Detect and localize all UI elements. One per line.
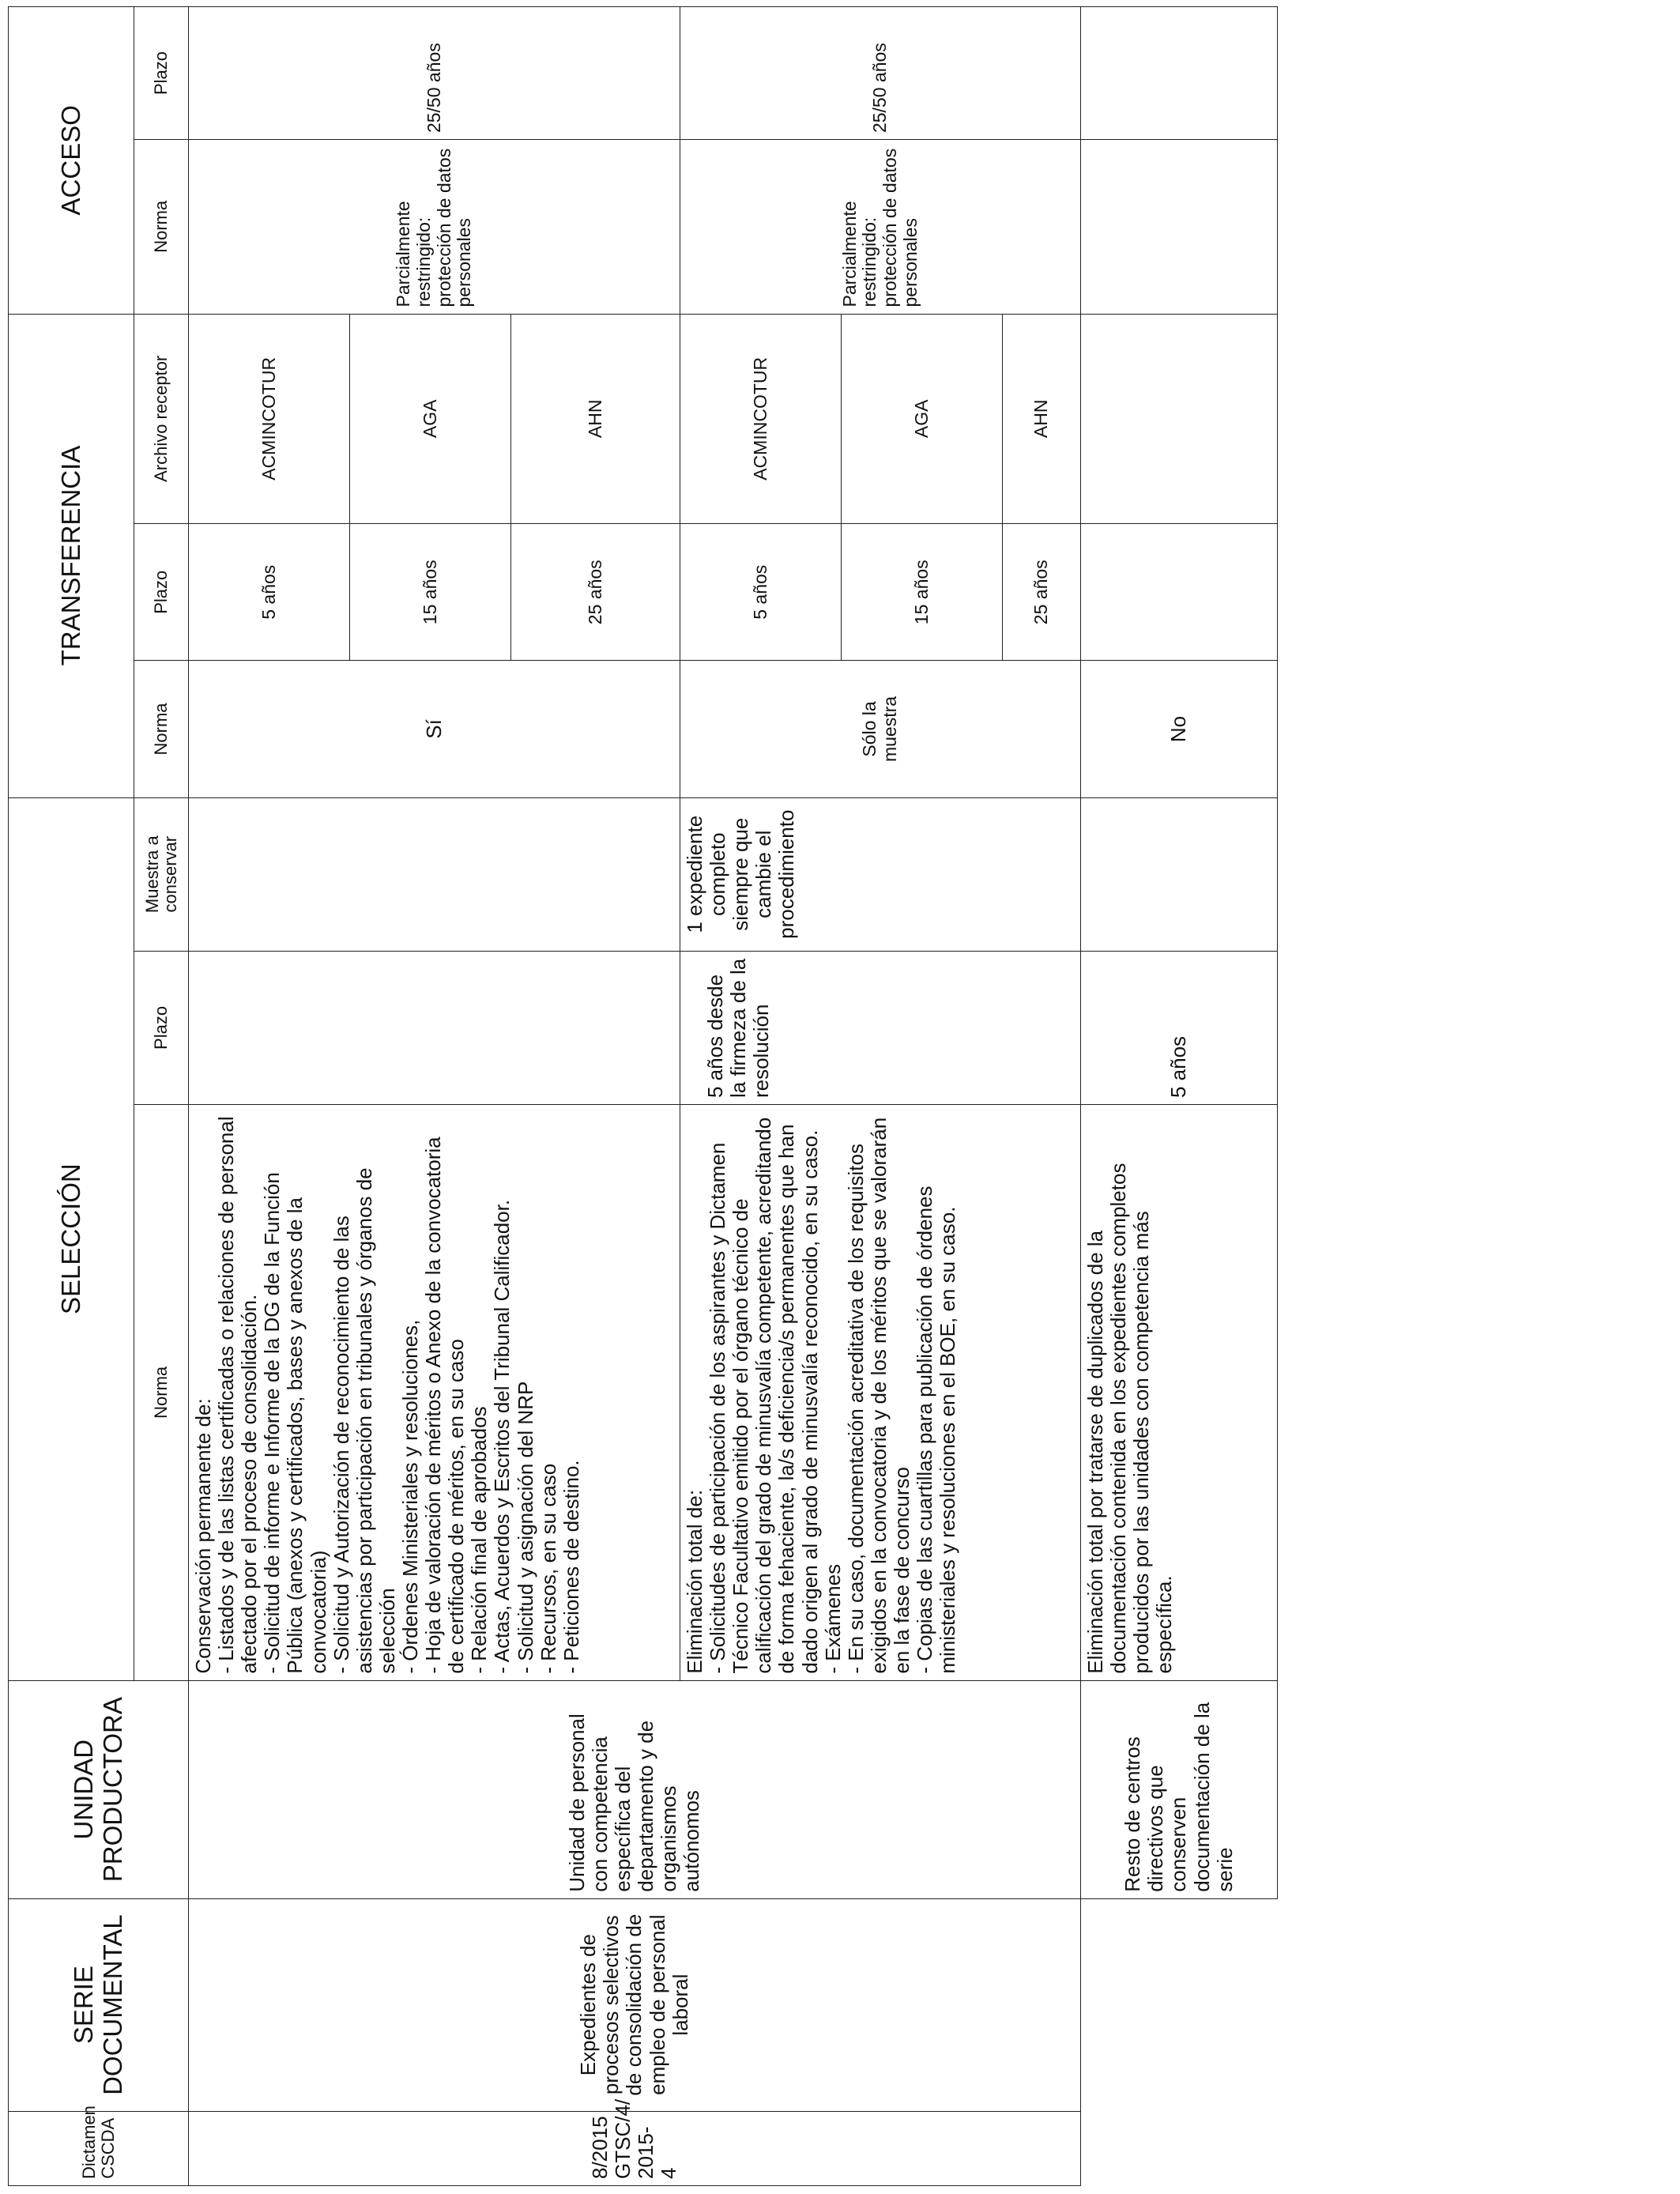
- unidad-productora-cell: Unidad de personal con competencia específica del departamento y de organismos autónomos: [189, 1680, 1081, 1898]
- header-acceso: ACCESO: [9, 7, 134, 315]
- table-row: [189, 7, 350, 2186]
- table-row: [1081, 7, 1278, 2186]
- seleccion-plazo-cell: 5 años desde la firmeza de la resolución: [680, 951, 1081, 1104]
- muestra-cell: [189, 797, 680, 951]
- seleccion-plazo-cell: 5 años: [1081, 951, 1278, 1104]
- muestra-cell: 1 expediente completo siempre que cambie el procedimiento: [680, 797, 1081, 951]
- acceso-plazo-cell: [1081, 7, 1278, 140]
- archivo-receptor-cell: AGA: [350, 314, 511, 524]
- seleccion-norma-cell: Eliminación total de: - Solicitudes de participación de los aspirantes y Dictamen Técnico Facultativo emitido por el órgano técnico de calificación del grado de minusvalía competente, acreditando de forma fehaciente, la/s deficiencia/s permanentes que han dado origen al grado de minusvalía reconocido, en su caso. - Exámenes - En su caso, documentación acreditativa de los requisitos exigidos en la convocatoria y de los méritos que se valorarán en la fase de concurso - Copias de las cuartillas para publicación de órdenes ministeriales y resoluciones en el BOE, en su caso.: [680, 1105, 1081, 1681]
- transferencia-norma-cell: Sólo la muestra: [680, 661, 1081, 797]
- dictamen-cell-empty: [1081, 2111, 1278, 2185]
- seleccion-norma-cell: Eliminación total por tratarse de duplicados de la documentación contenida en los expedientes completos producidos por las unidades con competencia más específica.: [1081, 1105, 1278, 1681]
- acceso-norma-cell: Parcialmente restringido: protección de datos personales: [189, 140, 680, 314]
- header-transferencia: TRANSFERENCIA: [9, 314, 134, 797]
- header-transferencia-plazo: Plazo: [134, 524, 189, 661]
- acceso-plazo-cell: 25/50 años: [189, 7, 680, 140]
- header-seleccion-norma: Norma: [134, 1105, 189, 1681]
- serie-documental-cell: Expedientes de procesos selectivos de consolidación de empleo de personal laboral: [189, 1898, 1081, 2111]
- archivo-receptor-cell: AGA: [842, 314, 1003, 524]
- archivo-receptor-cell: AHN: [1003, 314, 1081, 524]
- seleccion-plazo-cell: [189, 951, 680, 1104]
- transferencia-plazo-cell: 5 años: [189, 524, 350, 661]
- header-seleccion-plazo: Plazo: [134, 951, 189, 1104]
- dictamen-cell: 8/2015 GTSC/4/ 2015-4: [189, 2111, 1081, 2185]
- transferencia-plazo-cell: 25 años: [1003, 524, 1081, 661]
- retention-table: [8, 6, 1278, 2186]
- seleccion-norma-cell: Conservación permanente de: - Listados y de las listas certificadas o relaciones de personal afectado por el proceso de consolidación. - Solicitud de informe e Informe de la DG de la Función Pública (anexos y certificados, bases y anexos de la convocatoria) - Solicitud y Autorización de reconocimiento de las asistencias por participación en tribunales y órganos de selección - Órdenes Ministeriales y resoluciones, - Hoja de valoración de méritos o Anexo de la convocatoria de certificado de méritos, en su caso - Relación final de aprobados - Actas, Acuerdos y Escritos del Tribunal Calificador. - Solicitud y asignación del NRP - Recursos, en su caso - Peticiones de destino.: [189, 1105, 680, 1681]
- transferencia-plazo-cell: 25 años: [511, 524, 680, 661]
- archivo-receptor-cell-empty: [1081, 314, 1278, 524]
- transferencia-plazo-cell-empty: [1081, 524, 1278, 661]
- acceso-norma-cell: Parcialmente restringido: protección de datos personales: [680, 140, 1081, 314]
- header-acceso-plazo: Plazo: [134, 7, 189, 140]
- header-acceso-norma: Norma: [134, 140, 189, 314]
- header-dictamen: Dictamen CSCDA: [9, 2111, 189, 2185]
- header-transferencia-norma: Norma: [134, 661, 189, 797]
- header-unidad-productora: UNIDAD PRODUCTORA: [9, 1680, 189, 1898]
- muestra-cell: [1081, 797, 1278, 951]
- header-serie-documental: SERIE DOCUMENTAL: [9, 1898, 189, 2111]
- header-archivo-receptor: Archivo receptor: [134, 314, 189, 524]
- transferencia-plazo-cell: 5 años: [680, 524, 842, 661]
- header-seleccion: SELECCIÓN: [9, 797, 134, 1680]
- acceso-norma-cell: [1081, 140, 1278, 314]
- archivo-receptor-cell: AHN: [511, 314, 680, 524]
- transferencia-plazo-cell: 15 años: [842, 524, 1003, 661]
- acceso-plazo-cell: 25/50 años: [680, 7, 1081, 140]
- header-muestra-conservar: Muestra a conservar: [134, 797, 189, 951]
- transferencia-plazo-cell: 15 años: [350, 524, 511, 661]
- archivo-receptor-cell: ACMINCOTUR: [189, 314, 350, 524]
- serie-cell-empty: [1081, 1898, 1278, 2111]
- transferencia-norma-cell: Sí: [189, 661, 680, 797]
- transferencia-norma-cell: No: [1081, 661, 1278, 797]
- archivo-receptor-cell: ACMINCOTUR: [680, 314, 842, 524]
- unidad-productora-cell: Resto de centros directivos que conserven documentación de la serie: [1081, 1680, 1278, 1898]
